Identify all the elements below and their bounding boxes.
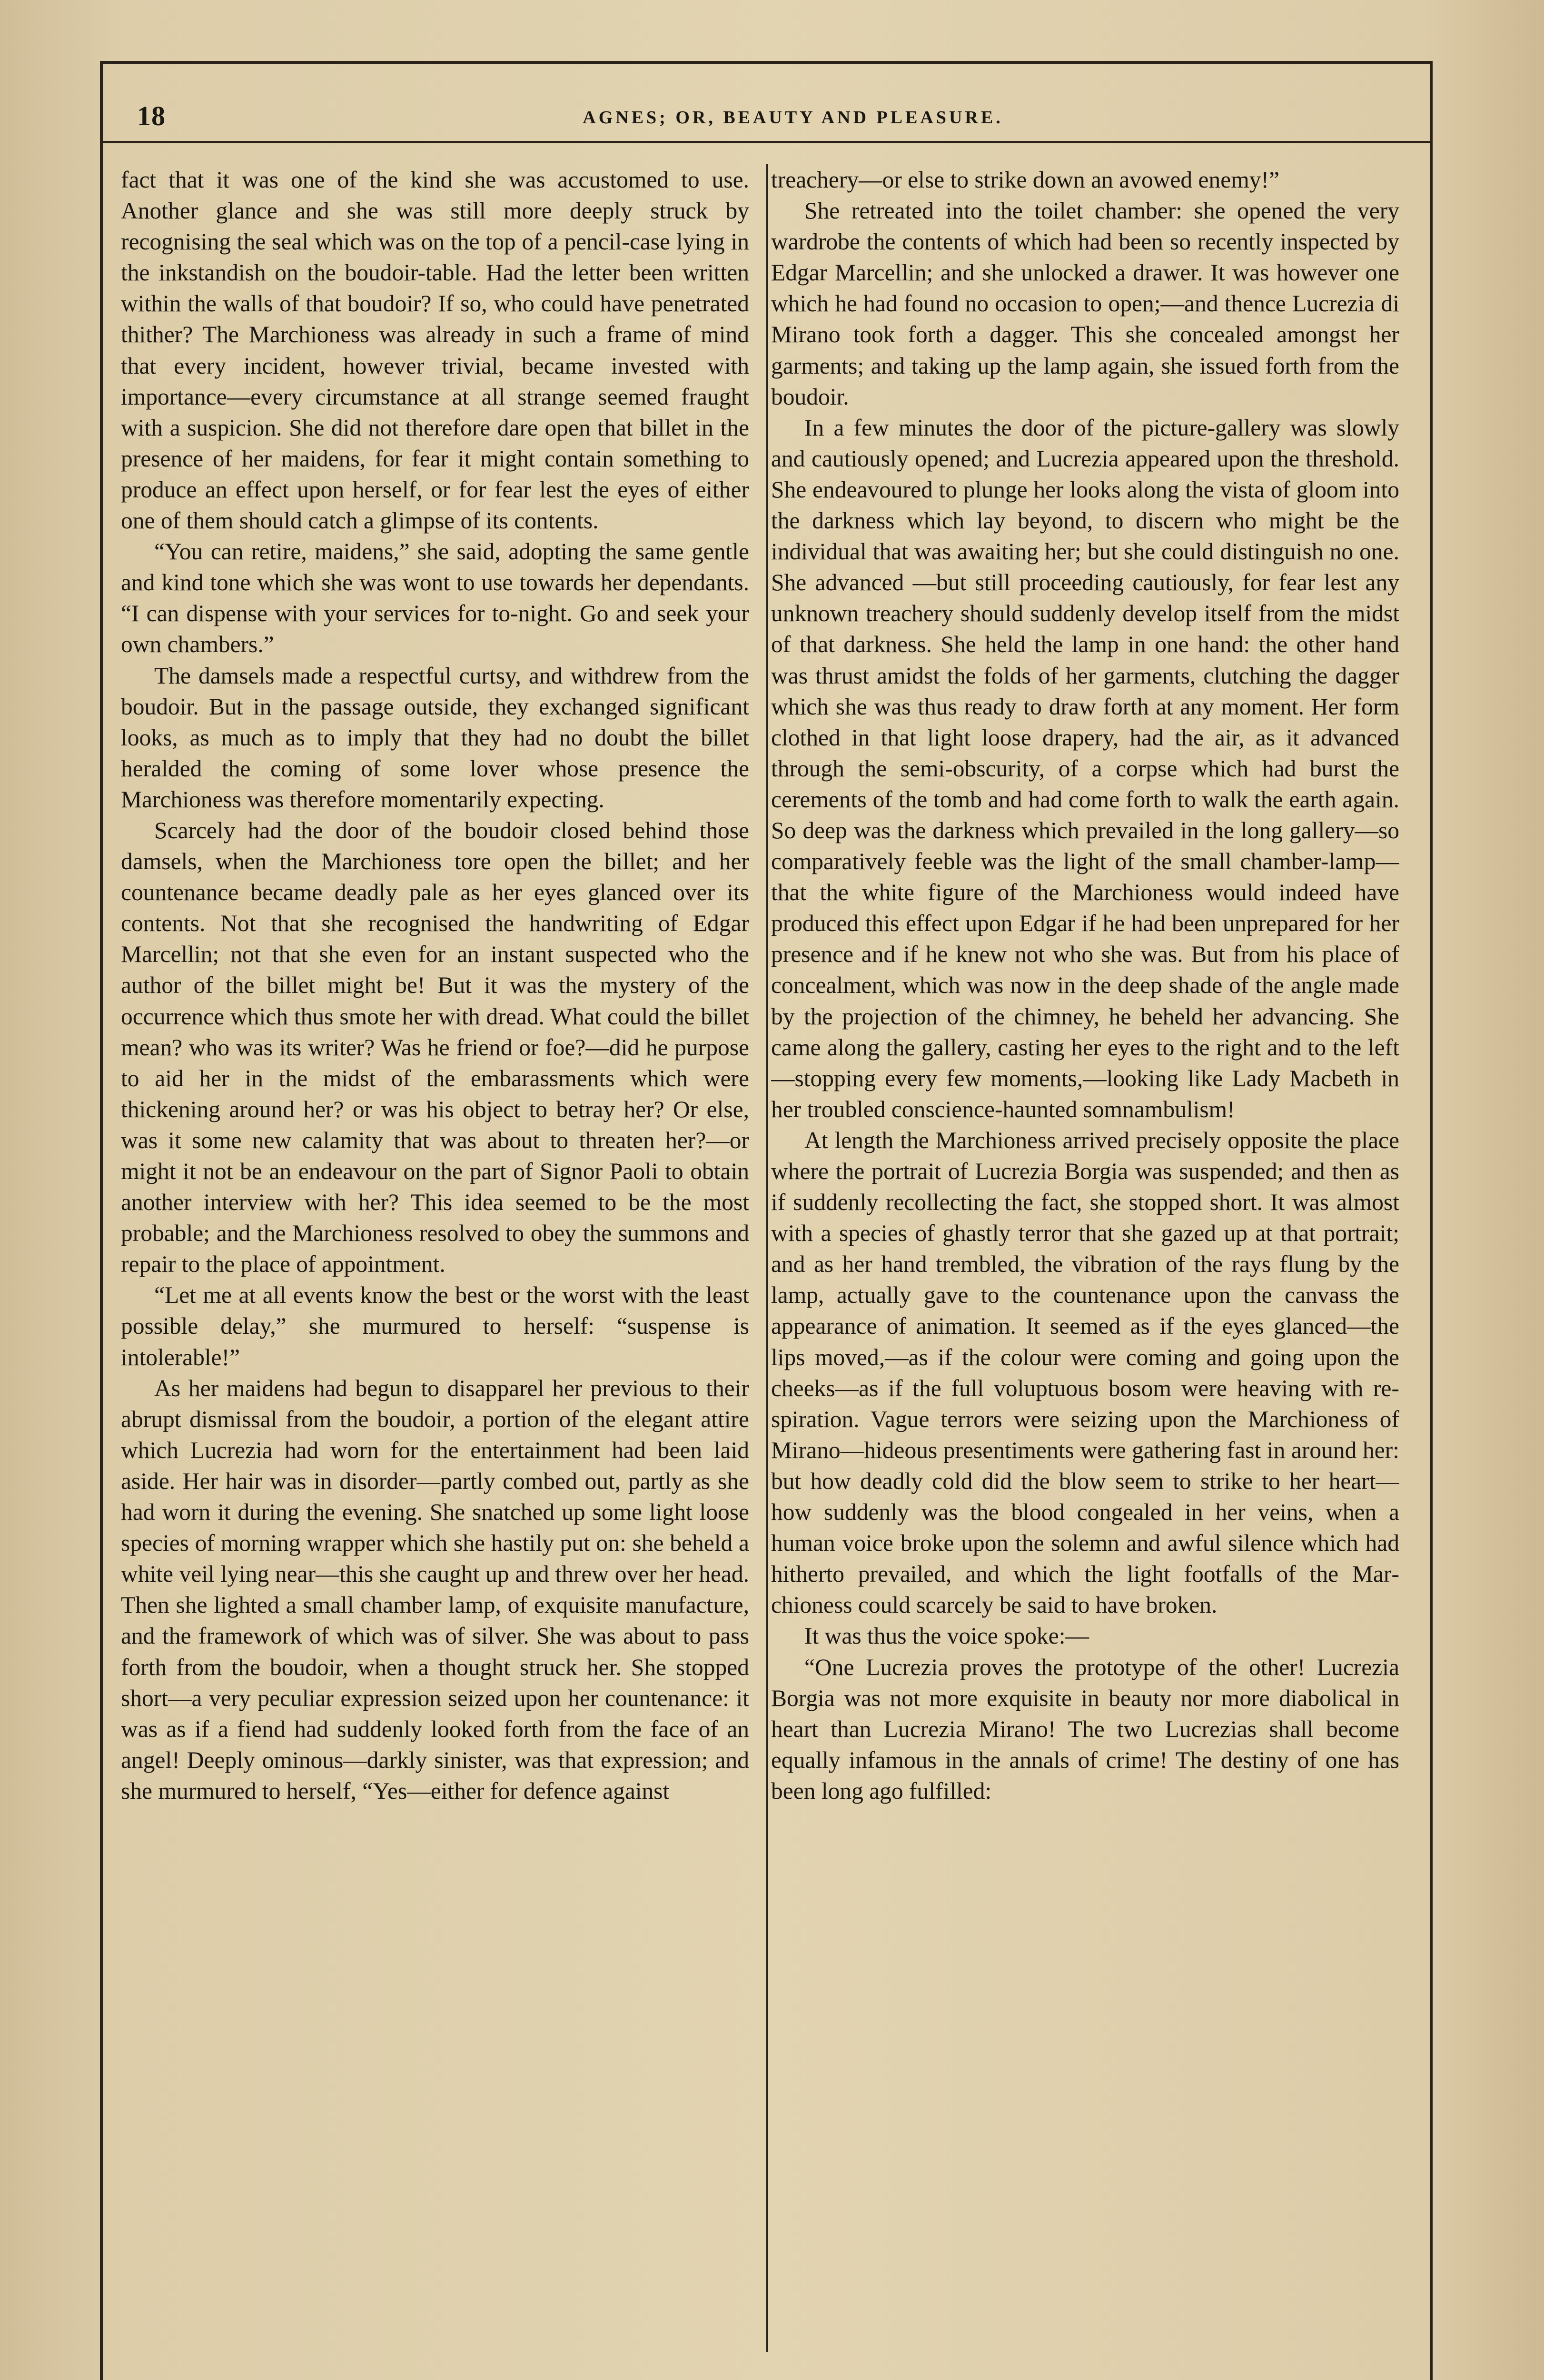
frame-left-rule <box>100 61 103 2380</box>
page-number: 18 <box>137 100 166 131</box>
paragraph: Scarcely had the door of the boudoir closed behind those damsels, when the Marchioness tore open the billet; and her countenance became deadly pale as her eyes glanced over its contents. Not that she recognised the handwriting of Edgar Marcellin; not that she even for an instant suspected who the author of the billet might be! But it was the mystery of the occurrence which thus smote her with dread. What could the billet mean? who was its writer? Was he friend or foe?—did he purpose to aid her in the midst of the embarassments which were thickening around her? or was his object to betray her? Or else, was it some new calamity that was about to threaten her?—or might it not be an endeavour on the part of Signor Paoli to obtain another interview with her? This idea seemed to be the most probable; and the Marchioness resolved to obey the summons and repair to the place of appointment. <box>121 817 749 1278</box>
paragraph: “Let me at all events know the best or the worst with the least possible delay,” she murmured to herself: “suspense is intolerable!” <box>121 1282 749 1370</box>
paragraph: As her maidens had begun to disapparel her previous to their abrupt dismissal from the boudoir, a portion of the elegant attire which Lucrezia had worn for the entertainment had been laid aside. Her hair was in disorder—partly combed out, partly as she had worn it during the evening. She snatched up some light loose species of morning wrapper which she hastily put on: she beheld a white veil lying near—this she caught up and threw over her head. Then she lighted a small chamber lamp, of exquisite manufacture, and the framework of which was of silver. She was about to pass forth from the boudoir, when a thought struck her. She stopped short—a very peculiar expression seized upon her countenance: it was as if a fiend had suddenly looked forth from the face of an angel! Deeply ominous—darkly sinister, was that expression; and she murmured to herself, “Yes—either for defence against <box>121 1375 749 1804</box>
left-column <box>121 164 749 2359</box>
column-divider <box>766 164 768 2352</box>
frame-top-rule <box>100 61 1433 64</box>
paragraph: The damsels made a respectful curtsy, and withdrew from the boudoir. But in the passage outside, they exchanged significant looks, as much as to imply that they had no doubt the billet heralded the coming of some lover whose presence the Marchioness was therefore momentarily expecting. <box>121 662 749 813</box>
right-column <box>771 164 1399 2359</box>
paragraph: fact that it was one of the kind she was accustomed to use. Another glance and she was still more deeply struck by recognising the seal which was on the top of a pencil-case lying in the inkstandish on the boudoir-table. Had the letter been written within the walls of that boudoir? If so, who could have penetrated thither? The Marchioness was already in such a frame of mind that every incident, however trivial, became invested with importance—every circumstance at all strange seemed fraught with a suspicion. She did not therefore dare open that billet in the presence of her maidens, for fear it might contain something to produce an effect upon herself, or for fear lest the eyes of either one of them should catch a glimpse of its contents. <box>121 167 749 534</box>
paragraph: It was thus the voice spoke:— <box>804 1623 1089 1649</box>
frame-right-rule <box>1430 61 1433 2380</box>
paragraph: In a few minutes the door of the picture-gallery was slowly and cautiously opened; and Lucrezia appeared upon the threshold. She endeavoured to plunge her looks along the vista of gloom into the darkness which lay beyond, to discern who might be the individual that was awaiting her; but she could distinguish no one. She advanced —but still proceeding cautiously, for fear lest any unknown treachery should suddenly develop itself from the midst of that darkness. She held the lamp in one hand: the other hand was thrust amidst the folds of her garments, clutching the dagger which she was thus ready to draw forth at any moment. Her form clothed in that light loose drapery, had the air, as it advanced through the semi-obscurity, of a corpse which had burst the cerements of the tomb and had come forth to walk the earth again. So deep was the darkness which prevailed in the long gallery—so comparatively feeble was the light of the small chamber-lamp—that the white figure of the Marchioness would indeed have produced this effect upon Edgar if he had been unprepared for her presence and if he knew not who she was. But from his place of concealment, which was now in the deep shade of the angle made by the projection of the chimney, he beheld her advancing. She came along the gallery, casting her eyes to the right and to the left—stopping every few moments,—looking like Lady Macbeth in her troubled conscience-haunted somnambulism! <box>771 414 1399 1122</box>
header-rule <box>103 141 1430 143</box>
paragraph: “You can retire, maidens,” she said, adopting the same gentle and kind tone which she was wont to use towards her dependants. “I can dispense with your services for to-night. Go and seek your own chambers.” <box>121 538 749 658</box>
paragraph: “One Lucrezia proves the prototype of the other! Lucrezia Borgia was not more exquisite in beauty nor more diabolical in heart than Lucrezia Mirano! The two Lucrezias shall become equally infamous in the annals of crime! The destiny of one has been long ago fulfilled: <box>771 1654 1399 1804</box>
running-head: AGNES; OR, BEAUTY AND PLEASURE. <box>583 108 1003 128</box>
paragraph: treachery—or else to strike down an avowed enemy!” <box>771 167 1279 193</box>
paragraph: At length the Marchioness arrived precisely opposite the place where the portrait of Lucrezia Borgia was suspended; and then as if suddenly recollecting the fact, she stopped short. It was almost with a species of ghastly terror that she gazed up at that portrait; and as her hand trembled, the vibration of the rays flung by the lamp, actually gave to the countenance upon the canvass the appearance of animation. It seemed as if the eyes glanced—the lips moved,—as if the colour were coming and going upon the cheeks—as if the full voluptuous bosom were heaving with respiration. Vague terrors were seizing upon the Marchioness of Mirano—hideous presentiments were gathering fast in around her: but how deadly cold did the blow seem to strike to her heart—how suddenly was the blood congealed in her veins, when a human voice broke upon the solemn and awful silence which had hitherto prevailed, and which the light footfalls of the Marchioness could scarcely be said to have broken. <box>771 1127 1399 1618</box>
paragraph: She retreated into the toilet chamber: she opened the very wardrobe the contents of which had been so recently inspected by Edgar Marcellin; and she unlocked a drawer. It was however one which he had found no occasion to open;—and thence Lucrezia di Mirano took forth a dagger. This she concealed amongst her garments; and taking up the lamp again, she issued forth from the boudoir. <box>771 198 1399 410</box>
